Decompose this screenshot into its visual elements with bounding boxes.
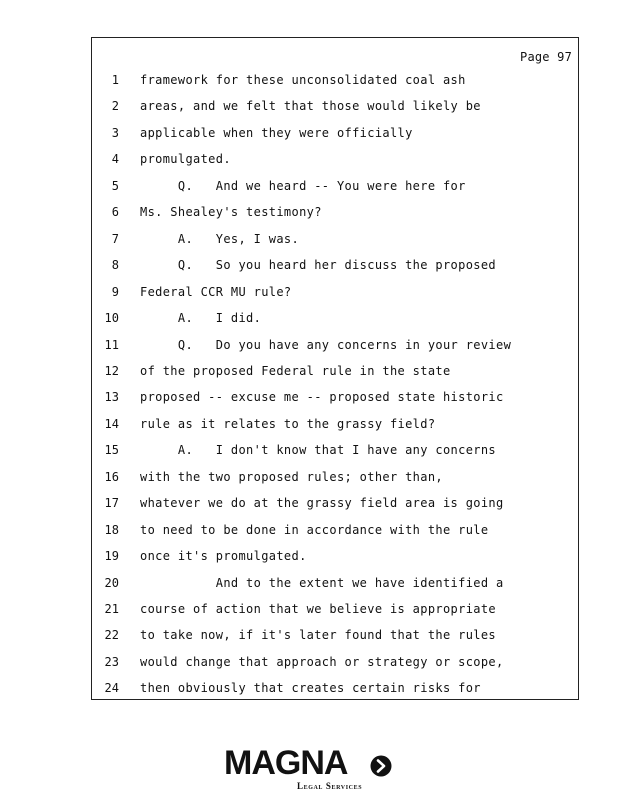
line-number: 8 <box>111 258 119 273</box>
line-number: 10 <box>104 311 119 326</box>
line-text: of the proposed Federal rule in the state <box>140 363 451 378</box>
transcript-line <box>92 257 578 284</box>
transcript-line <box>92 363 578 390</box>
transcript-line <box>92 469 578 496</box>
line-number: 23 <box>104 654 119 669</box>
transcript-line <box>92 654 578 681</box>
line-number: 11 <box>104 337 119 352</box>
line-number: 24 <box>104 681 119 696</box>
line-text: then obviously that creates certain risks for <box>140 681 481 696</box>
line-number: 13 <box>104 390 119 405</box>
transcript-line <box>92 680 578 707</box>
line-number: 12 <box>104 363 119 378</box>
line-text: areas, and we felt that those would likely be <box>140 99 481 114</box>
line-number: 18 <box>104 522 119 537</box>
line-text: proposed -- excuse me -- proposed state historic <box>140 390 504 405</box>
line-number: 5 <box>111 178 119 193</box>
transcript-line <box>92 125 578 152</box>
transcript-line <box>92 548 578 575</box>
logo-subtitle: Legal Services <box>297 781 363 791</box>
transcript-line <box>92 522 578 549</box>
transcript-line <box>92 72 578 99</box>
line-text: would change that approach or strategy or scope, <box>140 654 504 669</box>
line-text: Q. And we heard -- You were here for <box>140 178 466 193</box>
line-text: Ms. Shealey's testimony? <box>140 205 322 220</box>
line-number: 2 <box>111 99 119 114</box>
line-text: rule as it relates to the grassy field? <box>140 416 436 431</box>
line-text: framework for these unconsolidated coal ash <box>140 73 466 87</box>
line-number: 21 <box>104 602 119 616</box>
line-number: 16 <box>104 469 119 484</box>
line-text: A. I did. <box>140 311 262 326</box>
line-number: 14 <box>104 416 119 431</box>
line-text: Q. Do you have any concerns in your review <box>140 337 512 352</box>
logo-wordmark: MAGNA <box>224 744 348 782</box>
transcript-line <box>92 98 578 125</box>
transcript-line <box>92 337 578 364</box>
line-number: 3 <box>111 125 119 140</box>
line-number: 1 <box>111 73 119 87</box>
transcript-line <box>92 204 578 231</box>
transcript-line <box>92 495 578 522</box>
transcript-line <box>92 178 578 205</box>
line-text: once it's promulgated. <box>140 549 307 564</box>
line-text: promulgated. <box>140 152 231 167</box>
transcript-line <box>92 231 578 258</box>
transcript-line <box>92 416 578 443</box>
line-text: A. Yes, I was. <box>140 231 300 246</box>
line-text: Federal CCR MU rule? <box>140 284 292 299</box>
line-text: A. I don't know that I have any concerns <box>140 443 497 458</box>
line-text: whatever we do at the grassy field area is going <box>140 496 504 511</box>
transcript-line <box>92 627 578 654</box>
arrow-circle-icon <box>370 755 392 777</box>
transcript-line <box>92 284 578 311</box>
magna-logo <box>224 745 399 795</box>
line-number: 4 <box>111 152 119 167</box>
line-number: 19 <box>104 549 119 564</box>
line-text: applicable when they were officially <box>140 125 413 140</box>
transcript-line <box>92 310 578 337</box>
line-number: 15 <box>104 443 119 458</box>
transcript-line <box>92 575 578 602</box>
line-text: with the two proposed rules; other than, <box>140 469 443 484</box>
line-number: 22 <box>104 628 119 643</box>
line-text: Q. So you heard her discuss the proposed <box>140 258 497 273</box>
transcript-line <box>92 442 578 469</box>
line-text: to need to be done in accordance with the rule <box>140 522 489 537</box>
line-number: 17 <box>104 496 119 511</box>
line-text: course of action that we believe is appropriate <box>140 602 497 616</box>
transcript-line <box>92 389 578 416</box>
line-text: And to the extent we have identified a <box>140 575 504 590</box>
line-number: 9 <box>111 284 119 299</box>
transcript-line <box>92 601 578 628</box>
transcript-line <box>92 151 578 178</box>
line-number: 20 <box>104 575 119 590</box>
line-number: 6 <box>111 205 119 220</box>
line-text: to take now, if it's later found that the rules <box>140 628 497 643</box>
transcript-page <box>91 37 579 700</box>
page-number: Page 97 <box>520 50 572 64</box>
line-number: 7 <box>111 231 119 246</box>
